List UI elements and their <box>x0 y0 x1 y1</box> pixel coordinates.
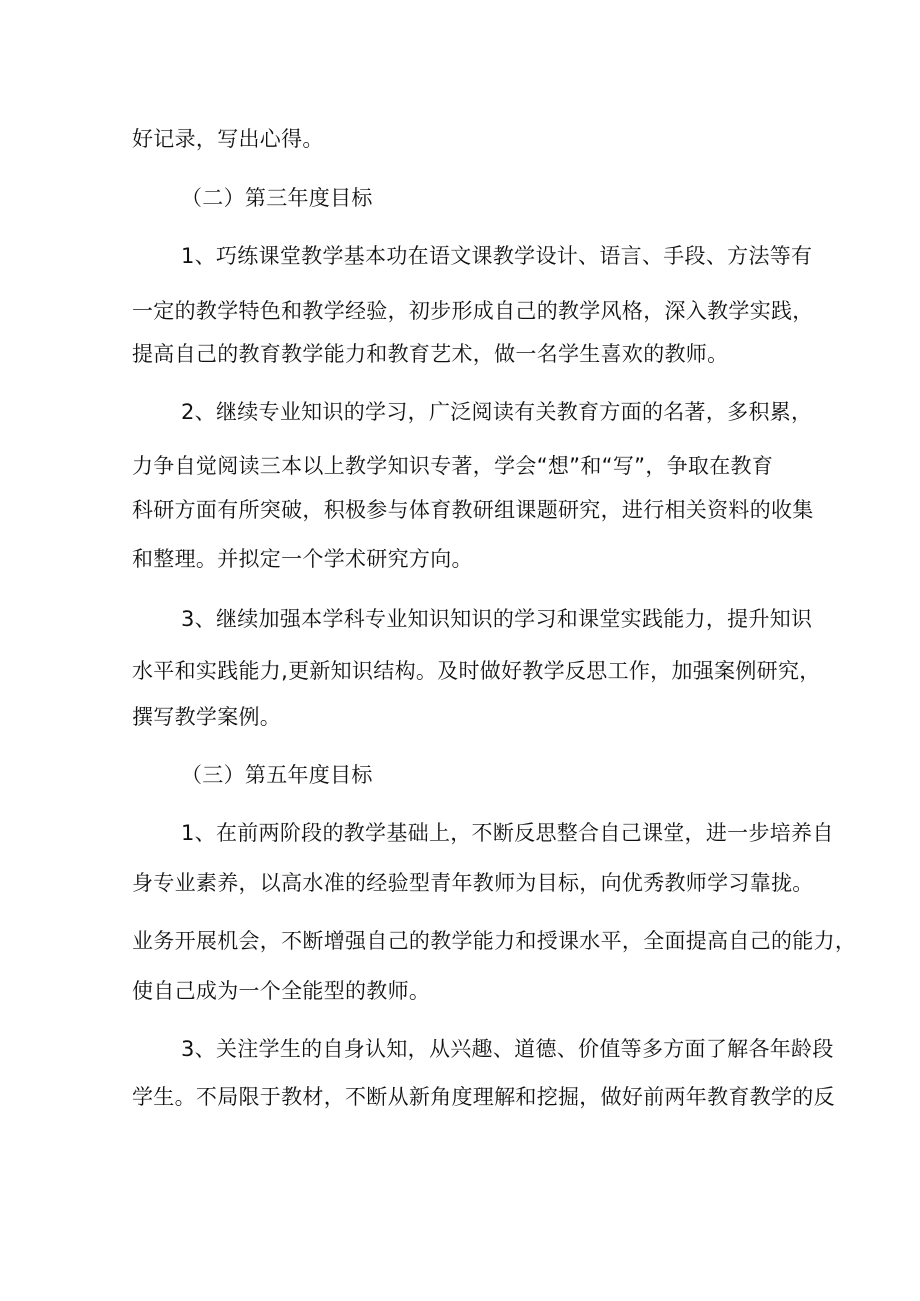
text-line: 1、巧练课堂教学基本功在语文课教学设计、语言、手段、方法等有 <box>181 244 813 268</box>
text-line: 科研方面有所突破，积极参与体育教研组课题研究，进行相关资料的收集 <box>132 498 814 522</box>
text-line: 提高自己的教育教学能力和教育艺术，做一名学生喜欢的教师。 <box>132 342 729 366</box>
section-heading: （二）第三年度目标 <box>181 186 373 210</box>
section-heading: （三）第五年度目标 <box>181 763 373 787</box>
text-line: 水平和实践能力,更新知识结构。及时做好教学反思工作，加强案例研究， <box>132 659 821 683</box>
text-line: 撰写教学案例。 <box>132 705 282 729</box>
text-line: 3、关注学生的自身认知，从兴趣、道德、价值等多方面了解各年龄段 <box>181 1037 834 1061</box>
text-line: 1、在前两阶段的教学基础上，不断反思整合自己课堂，进一步培养自 <box>181 821 834 845</box>
text-line: 2、继续专业知识的学习，广泛阅读有关教育方面的名著，多积累， <box>181 400 813 424</box>
text-line: 学生。不局限于教材，不断从新角度理解和挖掘，做好前两年教育教学的反 <box>132 1085 835 1109</box>
text-line: 好记录，写出心得。 <box>132 127 324 151</box>
text-line: 业务开展机会，不断增强自己的教学能力和授课水平，全面提高自己的能力， <box>132 929 857 953</box>
text-line: 和整理。并拟定一个学术研究方向。 <box>132 547 473 571</box>
text-line: 使自己成为一个全能型的教师。 <box>132 979 431 1003</box>
text-line: 一定的教学特色和教学经验，初步形成自己的教学风格，深入教学实践， <box>132 299 814 323</box>
text-line: 力争自觉阅读三本以上教学知识专著，学会“想”和“写”，争取在教育 <box>132 454 774 478</box>
text-line: 3、继续加强本学科专业知识知识的学习和课堂实践能力，提升知识 <box>181 607 813 631</box>
text-line: 身专业素养，以高水准的经验型青年教师为目标，向优秀教师学习靠拢。 <box>132 871 814 895</box>
